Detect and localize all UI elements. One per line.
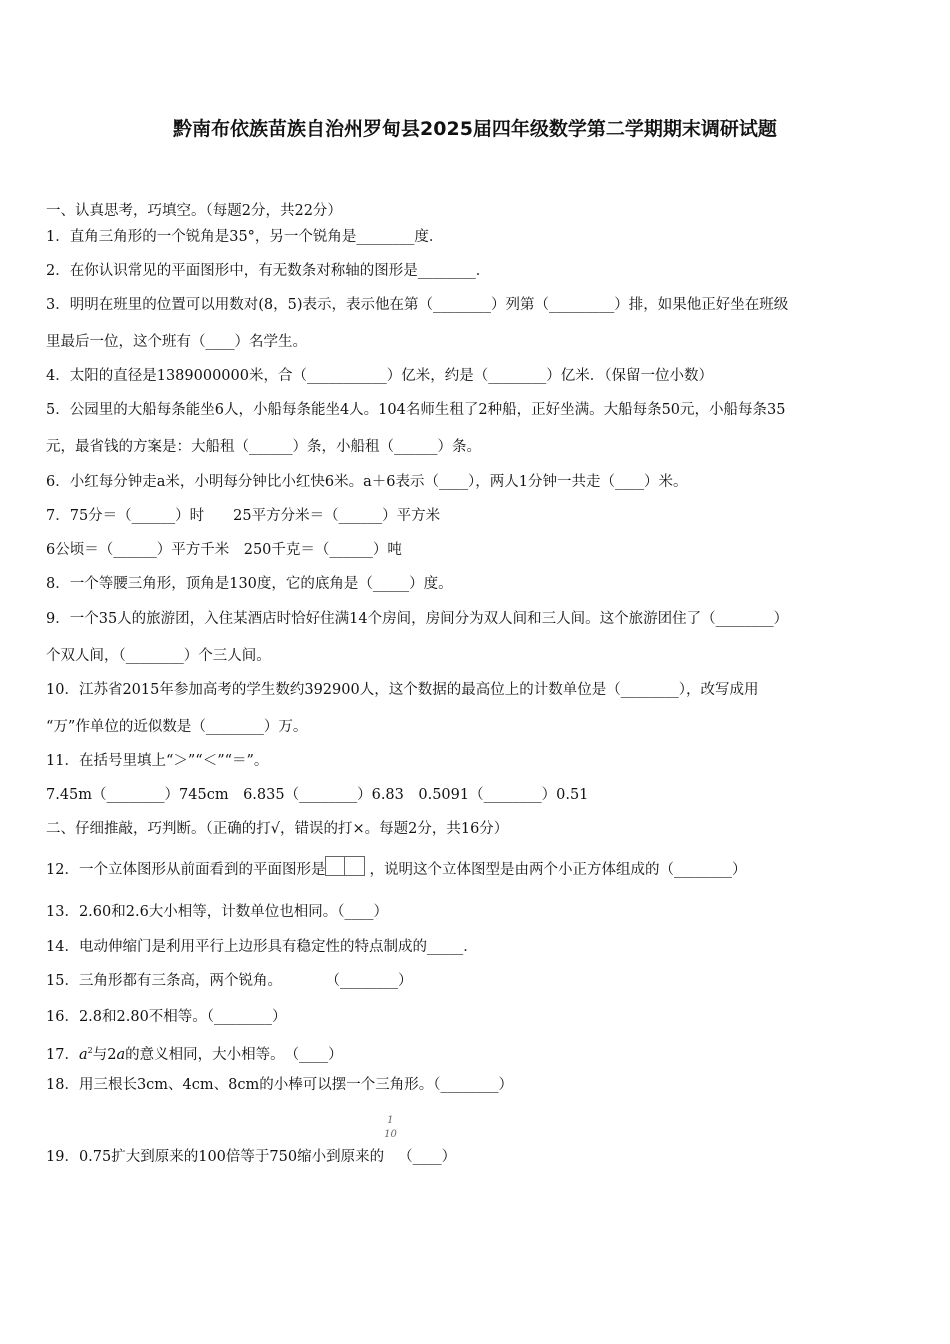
question-3-line-2: 里最后一位，这个班有（____）名学生。 [46, 334, 307, 350]
variable-a-2: a [116, 1046, 126, 1063]
question-2: 2．在你认识常见的平面图形中，有无数条对称轴的图形是________． [46, 263, 491, 279]
question-10-line-2: “万”作单位的近似数是（________）万。 [46, 719, 308, 735]
question-7-line-1: 7．75分＝（______）时 25平方分米＝（______）平方米 [46, 508, 441, 524]
question-19 [46, 1115, 457, 1167]
exponent: 2 [87, 1046, 93, 1055]
question-4: 4．太阳的直径是1389000000米，合（___________）亿米，约是（________）亿米．（保留一位小数） [46, 368, 713, 384]
question-12-text-post: ，说明这个立体图型是由两个小正方体组成的（________） [369, 862, 747, 878]
question-17 [46, 1041, 343, 1065]
variable-a: a [78, 1046, 88, 1063]
question-13: 13．2.60和2.6大小相等，计数单位也相同。（____） [46, 904, 389, 920]
question-17-text: 的意义相同，大小相等。 （____） [125, 1046, 343, 1063]
question-6: 6．小红每分钟走a米，小明每分钟比小红快6米。a＋6表示（____），两人1分钟一共走（____）米。 [46, 474, 688, 490]
question-11-line-2: 7.45m（________）745cm 6.835（________）6.83 0.5091（________）0.51 [46, 787, 589, 803]
question-5-line-2: 元，最省钱的方案是：大船租（______）条，小船租（______）条。 [46, 439, 481, 455]
question-9-line-2: 个双人间，（________）个三人间。 [46, 648, 271, 664]
question-11-line-1: 11．在括号里填上“＞”“＜”“＝”。 [46, 753, 269, 769]
question-17-mid: 与2 [92, 1046, 117, 1063]
question-3-line-1: 3．明明在班里的位置可以用数对(8，5)表示，表示他在第（________）列第（_________）排，如果他正好坐在班级 [46, 297, 789, 313]
question-7-line-2: 6公顷＝（______）平方千米 250千克＝（______）吨 [46, 542, 402, 558]
question-1: 1．直角三角形的一个锐角是35°，另一个锐角是________度． [46, 229, 444, 245]
question-10-line-1: 10．江苏省2015年参加高考的学生数约392900人，这个数据的最高位上的计数单位是（________），改写成用 [46, 682, 759, 698]
question-19-text-pre: 19．0.75扩大到原来的100倍等于750缩小到原来的 [46, 1149, 385, 1165]
question-8: 8．一个等腰三角形，顶角是130度，它的底角是（_____）度。 [46, 576, 453, 592]
fraction-denominator: 10 [384, 1129, 397, 1140]
question-12 [46, 856, 746, 880]
section-1-heading: 一、认真思考，巧填空。（每题2分，共22分） [46, 203, 342, 219]
question-12-text-pre: 12．一个立体图形从前面看到的平面图形是 [46, 862, 326, 878]
question-17-number: 17． [46, 1046, 79, 1063]
question-15: 15．三角形都有三条高，两个锐角。 （________） [46, 973, 413, 989]
question-14: 14．电动伸缩门是利用平行上边形具有稳定性的特点制成的_____． [46, 939, 478, 955]
question-16: 16．2.8和2.80不相等。（________） [46, 1009, 287, 1025]
page-title: 黔南布依族苗族自治州罗甸县2025届四年级数学第二学期期末调研试题 [173, 118, 777, 140]
question-9-line-1: 9．一个35人的旅游团，入住某酒店时恰好住满14个房间，房间分为双人间和三人间。这个旅游团住了（________） [46, 611, 789, 627]
section-2-heading: 二、仔细推敲，巧判断。（正确的打√，错误的打×。每题2分，共16分） [46, 821, 509, 837]
two-squares-figure [325, 856, 365, 876]
fraction-one-tenth [384, 1115, 398, 1161]
fraction-numerator: 1 [387, 1115, 394, 1126]
question-18: 18．用三根长3cm、4cm、8cm的小棒可以摆一个三角形。（________） [46, 1077, 513, 1093]
question-5-line-1: 5．公园里的大船每条能坐6人，小船每条能坐4人。104名师生租了2种船，正好坐满。大船每条50元，小船每条35 [46, 402, 786, 418]
question-19-text-post: （____） [398, 1149, 457, 1165]
